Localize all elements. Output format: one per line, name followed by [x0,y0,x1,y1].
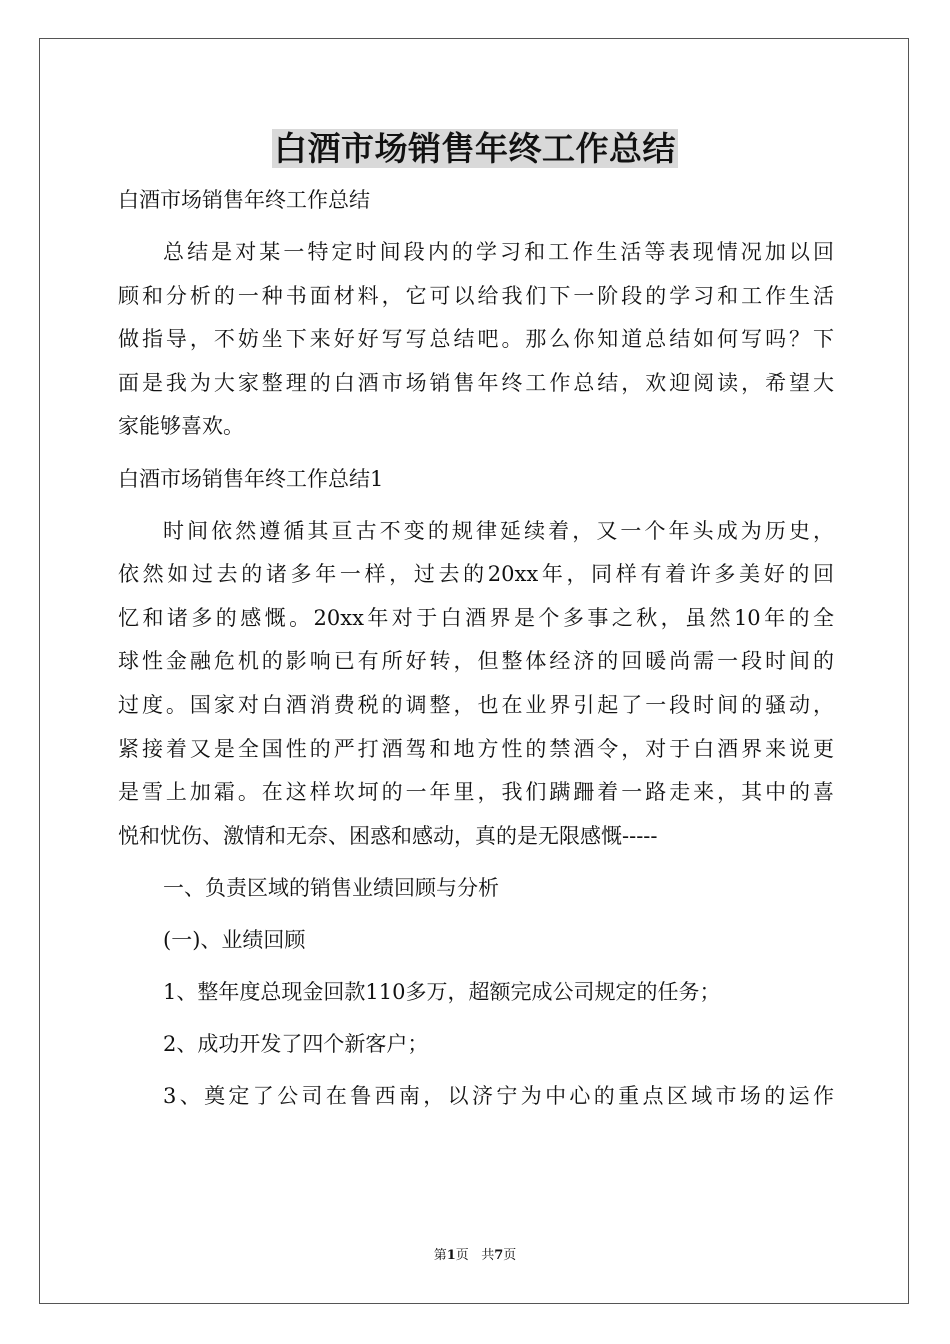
text-line: 做指导，不妨坐下来好好写写总结吧。那么你知道总结如何写吗？下 [118,327,834,352]
page-suffix: 页 [455,1248,469,1263]
text-line: 顾和分析的一种书面材料，它可以给我们下一阶段的学习和工作生活 [118,283,834,308]
text-line: (一)、业绩回顾 [163,928,306,952]
text-line: 家能够喜欢。 [118,414,244,439]
text-line: 总结是对某一特定时间段内的学习和工作生活等表现情况加以回 [163,240,834,265]
text-line: 依然如过去的诸多年一样，过去的20xx年，同样有着许多美好的回 [118,562,834,587]
text-line: 2、成功开发了四个新客户； [163,1032,429,1057]
page-prefix: 第 [433,1248,447,1263]
text-line: 时间依然遵循其亘古不变的规律延续着，又一个年头成为历史， [163,518,834,543]
text-line: 3、奠定了公司在鲁西南，以济宁为中心的重点区域市场的运作 [163,1084,834,1109]
paragraph-gap [118,501,834,510]
text-line: 白酒市场销售年终工作总结 [118,188,370,212]
paragraph-gap [118,1067,834,1076]
text-line: 球性金融危机的影响已有所好转，但整体经济的回暖尚需一段时间的 [118,649,834,674]
paragraph-gap [118,858,834,867]
paragraph-gap [118,963,834,972]
text-line: 一、负责区域的销售业绩回顾与分析 [163,875,499,900]
text-line: 1、整年度总现金回款110多万，超额完成公司规定的任务； [163,980,721,1005]
text-line: 面是我为大家整理的白酒市场销售年终工作总结，欢迎阅读，希望大 [118,370,834,395]
page-current: 1 [446,1248,456,1263]
text-line: 白酒市场销售年终工作总结1 [118,466,384,491]
document-body [118,179,834,1119]
page-footer [0,1247,950,1265]
text-line: 是雪上加霜。在这样坎坷的一年里，我们蹒跚着一路走来，其中的喜 [118,780,834,805]
title-text: 白酒市场销售年终工作总结 [274,129,676,168]
paragraph-gap [118,223,834,232]
total-pages: 7 [494,1248,504,1263]
document-title [0,126,950,172]
total-suffix: 页 [503,1248,517,1263]
text-line: 悦和忧伤、激情和无奈、困惑和感动，真的是无限感慨----- [118,823,658,848]
text-line: 紧接着又是全国性的严打酒驾和地方性的禁酒令，对于白酒界来说更 [118,736,834,761]
paragraph-gap [118,911,834,920]
text-line: 过度。国家对白酒消费税的调整，也在业界引起了一段时间的骚动， [118,693,834,718]
paragraph-gap [118,449,834,458]
text-line: 忆和诸多的感慨。20xx年对于白酒界是个多事之秋，虽然10年的全 [118,605,834,630]
total-prefix: 共 [481,1248,495,1263]
paragraph-gap [118,1015,834,1024]
